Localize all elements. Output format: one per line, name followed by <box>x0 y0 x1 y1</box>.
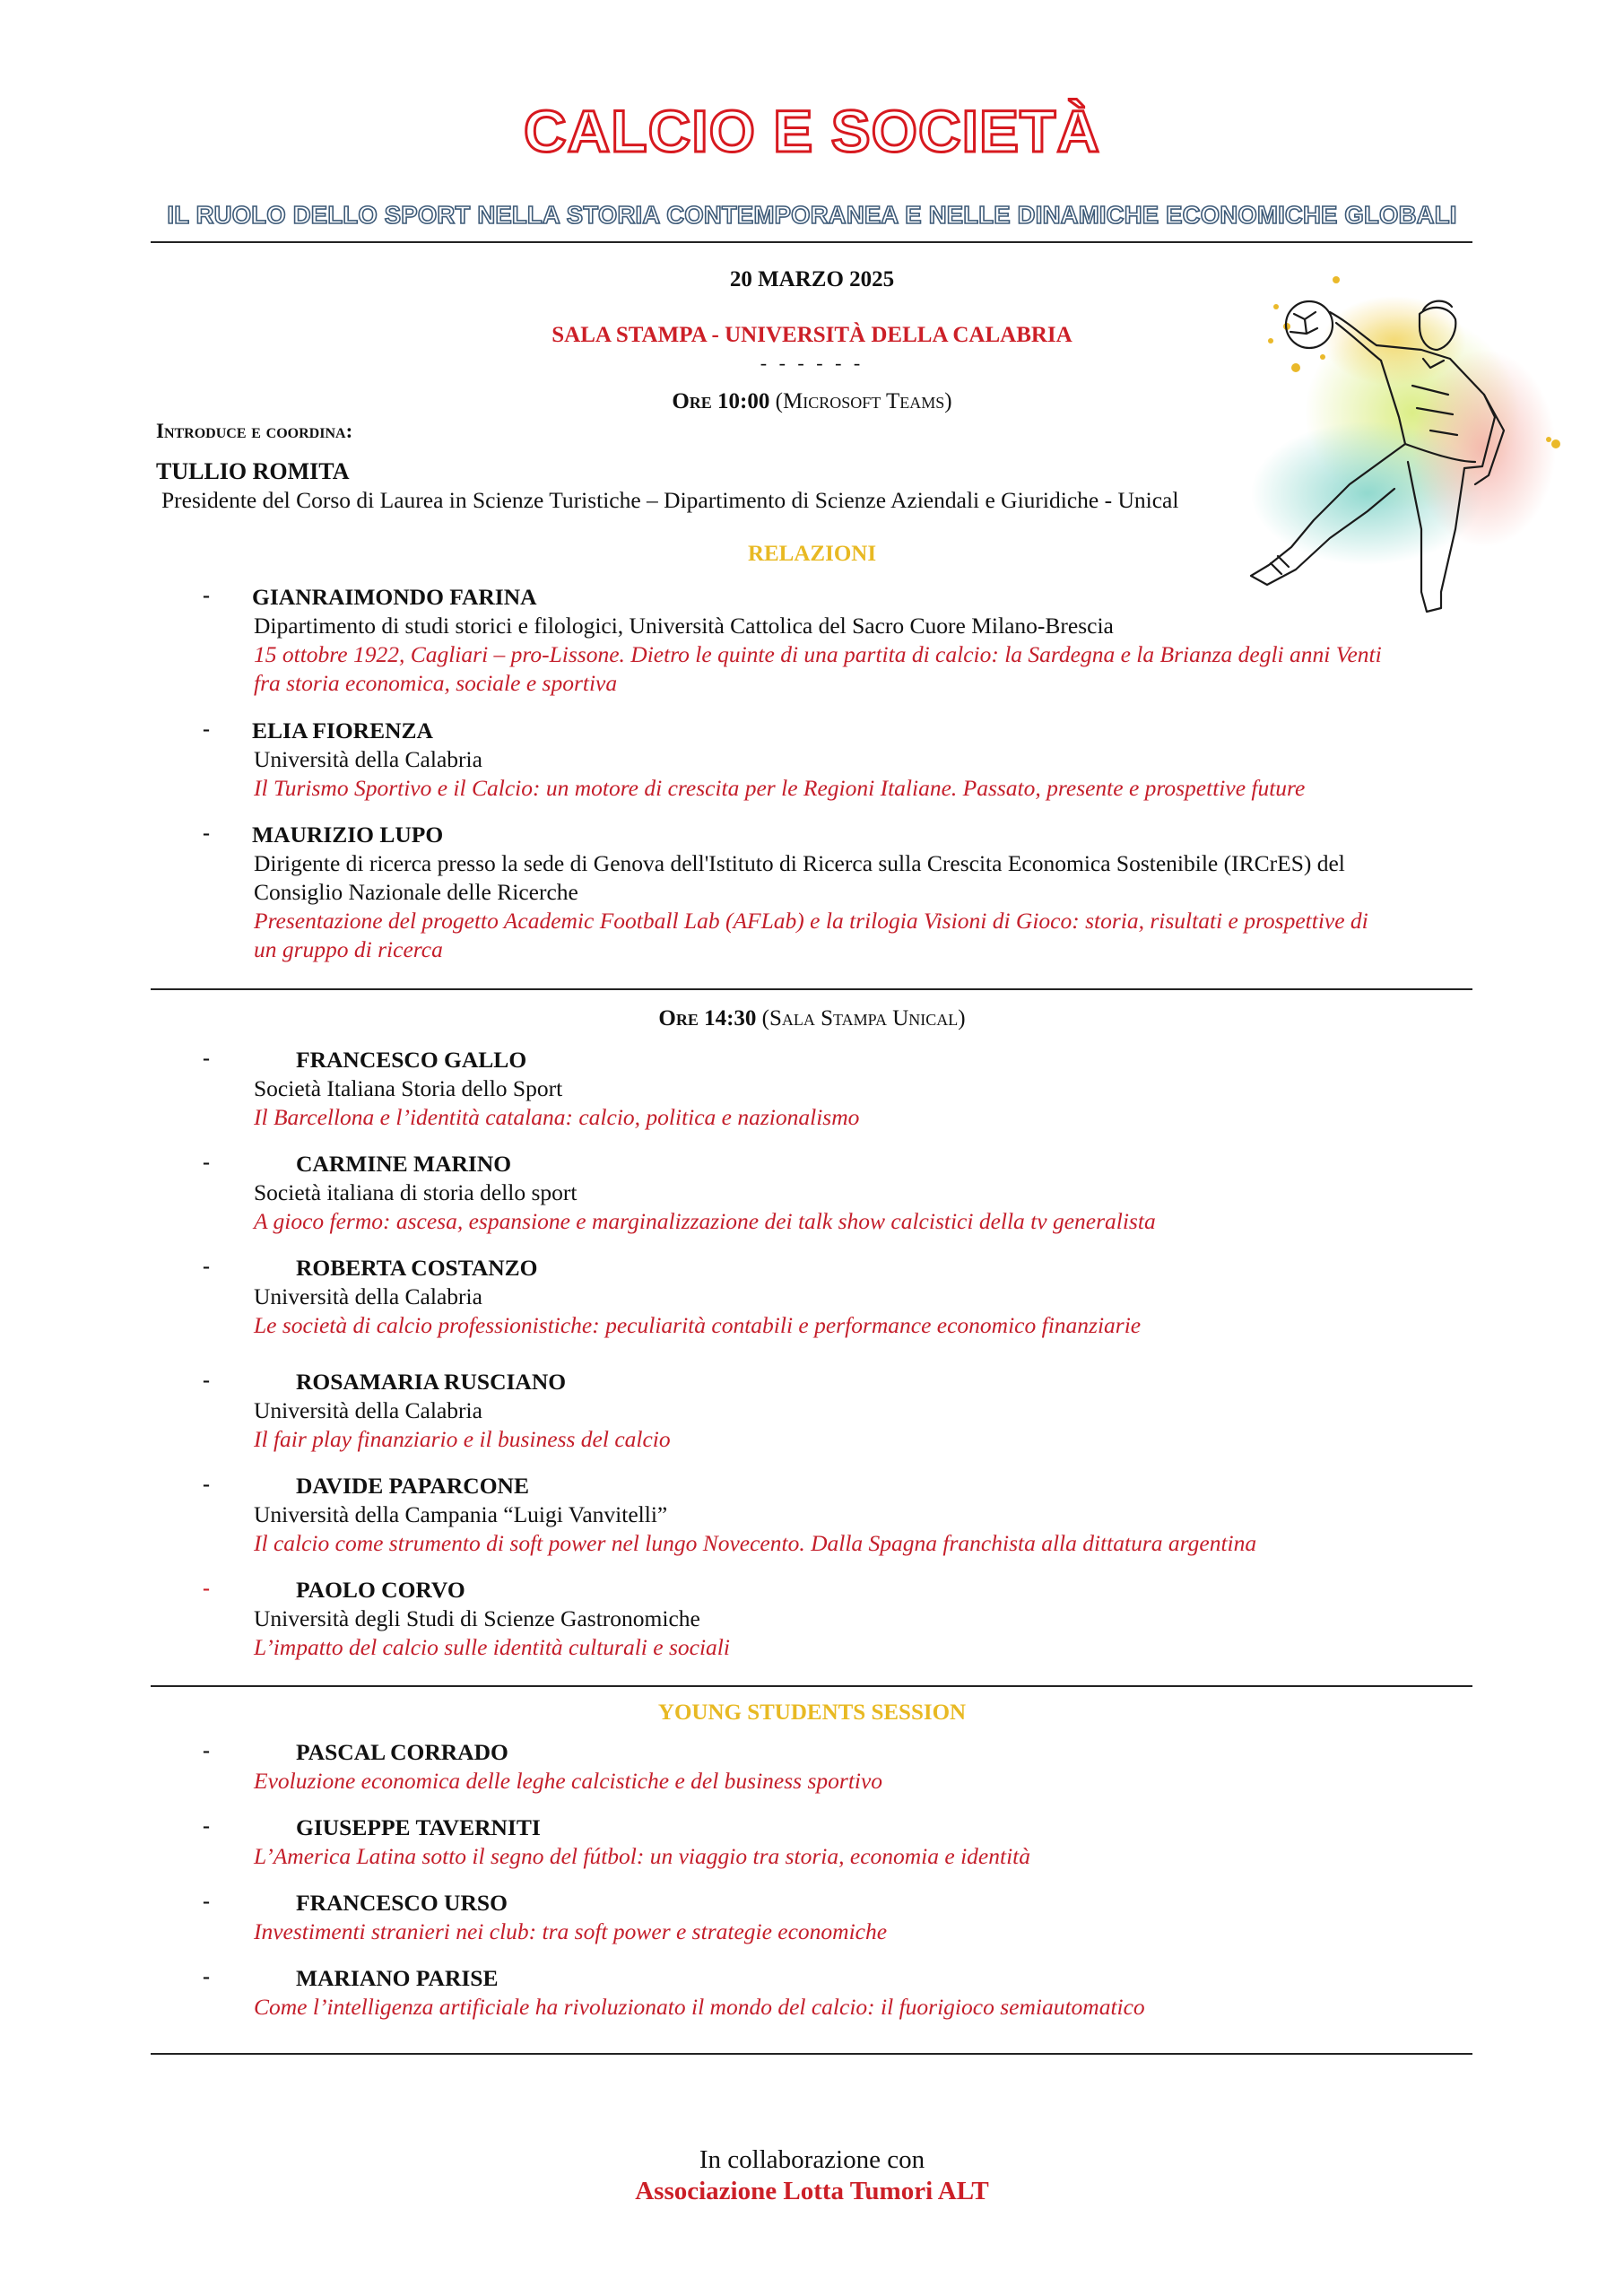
talk-title: Presentazione del progetto Academic Football Lab (AFLab) e la trilogia Visioni di Gioco: storia, risultati e prospettive di <box>254 908 1368 934</box>
speaker-affiliation: Università degli Studi di Scienze Gastronomiche <box>254 1605 700 1631</box>
page-subtitle: IL RUOLO DELLO SPORT NELLA STORIA CONTEMPORANEA E NELLE DINAMICHE ECONOMICHE GLOBALI <box>167 201 1457 229</box>
talk-title: Investimenti stranieri nei club: tra soft power e strategie economiche <box>254 1918 888 1944</box>
speaker-name: MAURIZIO LUPO <box>252 822 444 848</box>
bullet-dash: - <box>203 584 210 607</box>
coordinator-name: TULLIO ROMITA <box>156 458 350 484</box>
talk-title: 15 ottobre 1922, Cagliari – pro-Lissone. Dietro le quinte di una partita di calcio: la Sardegna e la Brianza degli anni Venti <box>254 641 1382 667</box>
speaker-name: FRANCESCO GALLO <box>296 1047 527 1073</box>
bullet-dash: - <box>203 718 210 741</box>
talk-title: Il fair play finanziario e il business del calcio <box>254 1426 671 1452</box>
section-relazioni: RELAZIONI <box>747 542 877 566</box>
speaker-affiliation: Società italiana di storia dello sport <box>254 1179 578 1205</box>
coordinator-role: Presidente del Corso di Laurea in Scienze Turistiche – Dipartimento di Scienze Aziendali e Giuridiche - Unical <box>161 487 1179 513</box>
bullet-dash: - <box>203 1369 210 1392</box>
talk-title: Come l’intelligenza artificiale ha rivoluzionato il mondo del calcio: il fuorigioco semiautomatico <box>254 1994 1145 2020</box>
talk-title: fra storia economica, sociale e sportiva <box>254 670 618 696</box>
talk-title: L’impatto del calcio sulle identità culturali e sociali <box>254 1634 730 1660</box>
collaboration-label: In collaborazione con <box>699 2145 925 2174</box>
introduce-label: Introduce e coordina: <box>156 420 353 442</box>
talk-title: A gioco fermo: ascesa, espansione e marginalizzazione dei talk show calcistici della tv generalista <box>254 1208 1156 1234</box>
partner-name: Associazione Lotta Tumori ALT <box>635 2177 989 2205</box>
speaker-affiliation: Società Italiana Storia dello Sport <box>254 1075 563 1101</box>
speaker-affiliation: Università della Calabria <box>254 746 482 772</box>
event-date: 20 MARZO 2025 <box>729 267 895 291</box>
divider <box>151 988 1472 990</box>
event-venue: SALA STAMPA - UNIVERSITÀ DELLA CALABRIA <box>551 323 1073 347</box>
speaker-name: DAVIDE PAPARCONE <box>296 1473 529 1499</box>
talk-title: Il calcio come strumento di soft power nel lungo Novecento. Dalla Spagna franchista alla dittatura argentina <box>254 1530 1257 1556</box>
talk-title: Le società di calcio professionistiche: peculiarità contabili e performance economico finanziarie <box>254 1312 1142 1338</box>
morning-time-note: (Microsoft Teams) <box>775 389 952 413</box>
speaker-name: GIUSEPPE TAVERNITI <box>296 1814 541 1840</box>
page-title: CALCIO E SOCIETÀ <box>523 98 1101 164</box>
speaker-affiliation: Consiglio Nazionale delle Ricerche <box>254 879 578 905</box>
talk-title: un gruppo di ricerca <box>254 936 443 962</box>
afternoon-time-label: Ore 14:30 <box>658 1006 757 1031</box>
speaker-name: ELIA FIORENZA <box>252 718 433 744</box>
speaker-affiliation: Università della Calabria <box>254 1397 482 1423</box>
bullet-dash: - <box>203 1890 210 1913</box>
afternoon-time <box>0 1006 1624 1031</box>
speaker-affiliation: Dipartimento di studi storici e filologici, Università Cattolica del Sacro Cuore Milano-Brescia <box>254 613 1114 639</box>
speaker-name: PAOLO CORVO <box>296 1577 465 1603</box>
talk-title: Evoluzione economica delle leghe calcistiche e del business sportivo <box>254 1768 883 1794</box>
speaker-affiliation: Università della Campania “Luigi Vanvitelli” <box>254 1501 668 1527</box>
speaker-affiliation: Dirigente di ricerca presso la sede di Genova dell'Istituto di Ricerca sulla Crescita Economica Sostenibile (IRCrES) del <box>254 850 1345 876</box>
speaker-name: PASCAL CORRADO <box>296 1739 508 1765</box>
afternoon-time-note: (Sala Stampa Unical) <box>761 1006 966 1031</box>
talk-title: Il Barcellona e l’identità catalana: calcio, politica e nazionalismo <box>254 1104 860 1130</box>
bullet-dash: - <box>203 1473 210 1496</box>
bullet-dash: - <box>203 1965 210 1988</box>
speaker-name: ROBERTA COSTANZO <box>296 1255 538 1281</box>
bullet-dash: - <box>203 1047 210 1070</box>
bullet-dash: - <box>203 1255 210 1278</box>
speaker-affiliation: Università della Calabria <box>254 1283 482 1309</box>
bullet-dash: - <box>203 1577 210 1600</box>
morning-time-label: Ore 10:00 <box>672 389 770 413</box>
divider <box>151 1685 1472 1687</box>
speaker-name: ROSAMARIA RUSCIANO <box>296 1369 567 1395</box>
talk-title: Il Turismo Sportivo e il Calcio: un motore di crescita per le Regioni Italiane. Passato, presente e prospettive future <box>254 775 1306 801</box>
section-young-students: YOUNG STUDENTS SESSION <box>657 1700 967 1725</box>
divider <box>151 241 1472 243</box>
bullet-dash: - <box>203 1814 210 1838</box>
bullet-dash: - <box>203 1151 210 1174</box>
separator: - - - - - - <box>760 352 864 374</box>
divider <box>151 2053 1472 2055</box>
speaker-name: GIANRAIMONDO FARINA <box>252 584 537 610</box>
bullet-dash: - <box>203 1739 210 1762</box>
speaker-name: CARMINE MARINO <box>296 1151 512 1177</box>
speaker-name: MARIANO PARISE <box>296 1965 499 1991</box>
handball-player-icon <box>1215 260 1574 628</box>
speaker-name: FRANCESCO URSO <box>296 1890 508 1916</box>
talk-title: L’America Latina sotto il segno del fútbol: un viaggio tra storia, economia e identità <box>254 1843 1030 1869</box>
bullet-dash: - <box>203 822 210 845</box>
